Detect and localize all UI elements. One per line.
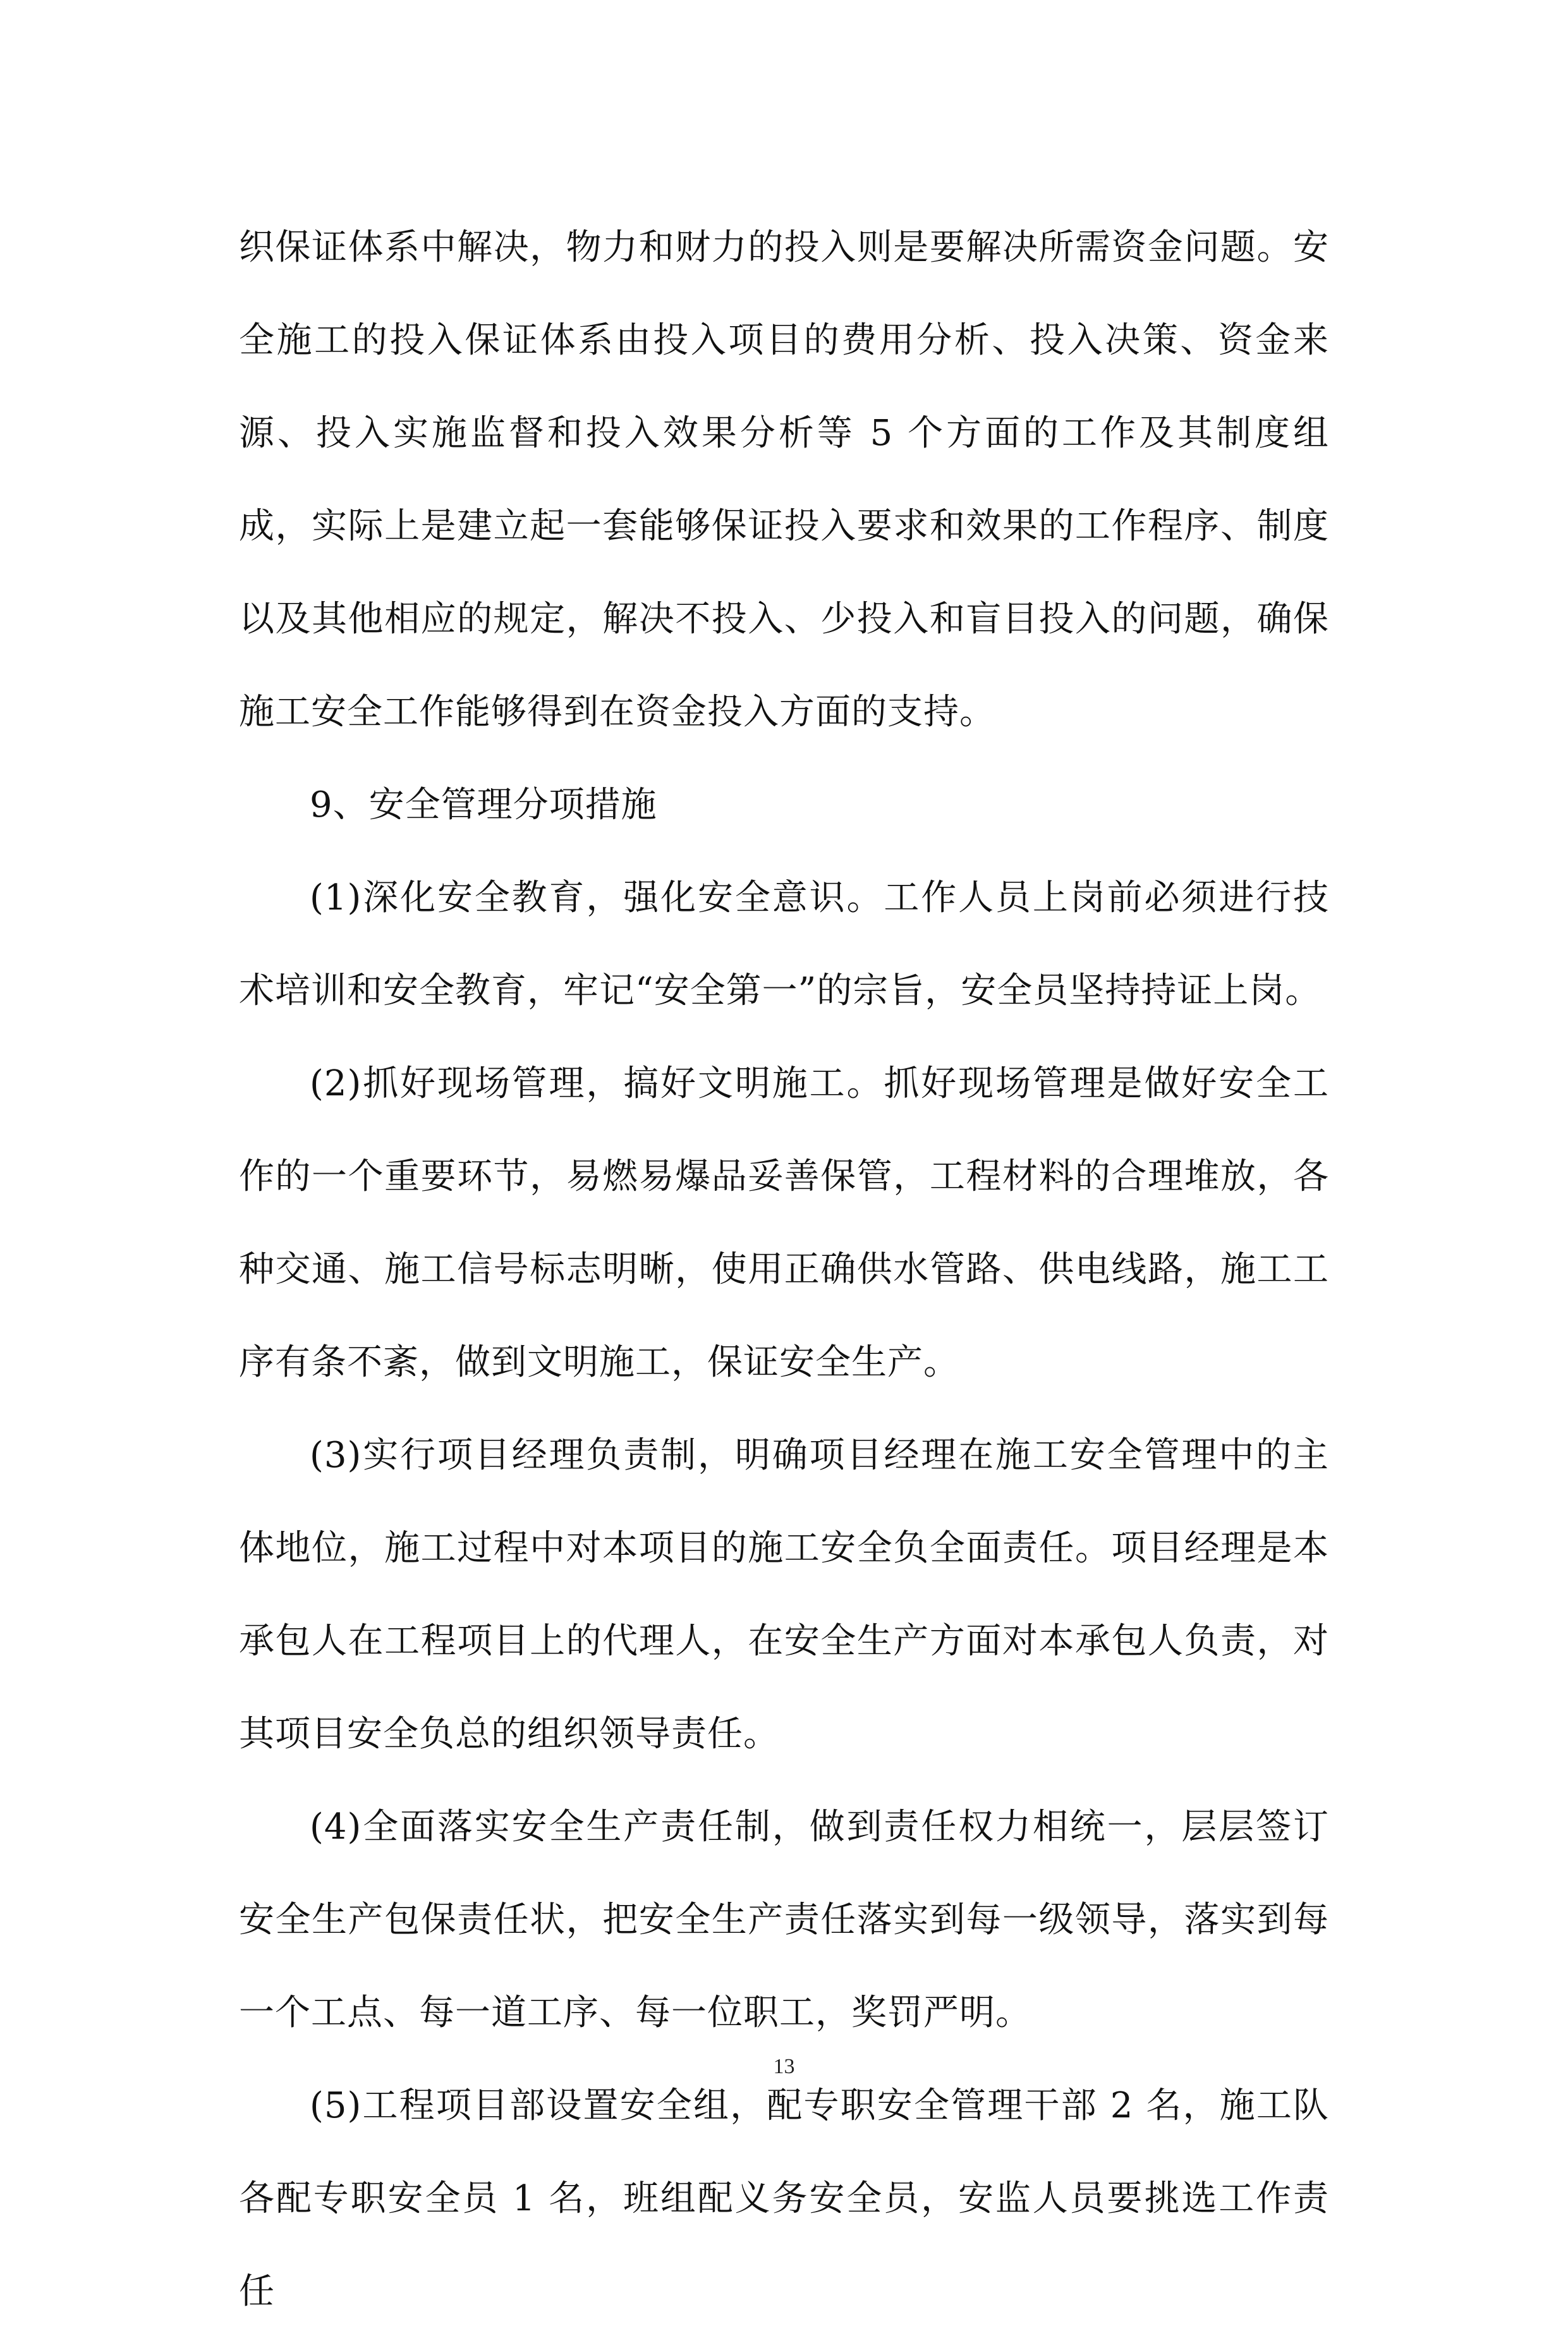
- paragraph-item-1: (1)深化安全教育，强化安全意识。工作人员上岗前必须进行技术培训和安全教育，牢记“安全第一”的宗旨，安全员坚持持证上岗。: [239, 877, 1329, 1011]
- paragraph-item-5: (5)工程项目部设置安全组，配专职安全管理干部 2 名，施工队各配专职安全员 1 名，班组配义务安全员，安监人员要挑选工作责任: [239, 2085, 1329, 2312]
- paragraph-continuation: 织保证体系中解决，物力和财力的投入则是要解决所需资金问题。安全施工的投入保证体系由投入项目的费用分析、投入决策、资金来源、投入实施监督和投入效果分析等 5 个方面的工作及其制度组成，实际上是建立起一套能够保证投入要求和效果的工作程序、制度以及其他相应的规定，解决不投入、少投入和盲目投入的问题，确保施工安全工作能够得到在资金投入方面的支持。: [239, 227, 1329, 733]
- paragraph-item-2: (2)抓好现场管理，搞好文明施工。抓好现场管理是做好安全工作的一个重要环节，易燃易爆品妥善保管，工程材料的合理堆放，各种交通、施工信号标志明晰，使用正确供水管路、供电线路，施工工序有条不紊，做到文明施工，保证安全生产。: [239, 1063, 1329, 1383]
- paragraph-item-3: (3)实行项目经理负责制，明确项目经理在施工安全管理中的主体地位，施工过程中对本项目的施工安全负全面责任。项目经理是本承包人在工程项目上的代理人，在安全生产方面对本承包人负责，对其项目安全负总的组织领导责任。: [239, 1435, 1329, 1755]
- paragraph-item-4: (4)全面落实安全生产责任制，做到责任权力相统一，层层签订安全生产包保责任状，把安全生产责任落实到每一级领导，落实到每一个工点、每一道工序、每一位职工，奖罚严明。: [239, 1806, 1329, 2033]
- document-body: [239, 201, 1329, 2338]
- section-heading: 9、安全管理分项措施: [310, 784, 657, 825]
- page-number: 13: [773, 2055, 795, 2078]
